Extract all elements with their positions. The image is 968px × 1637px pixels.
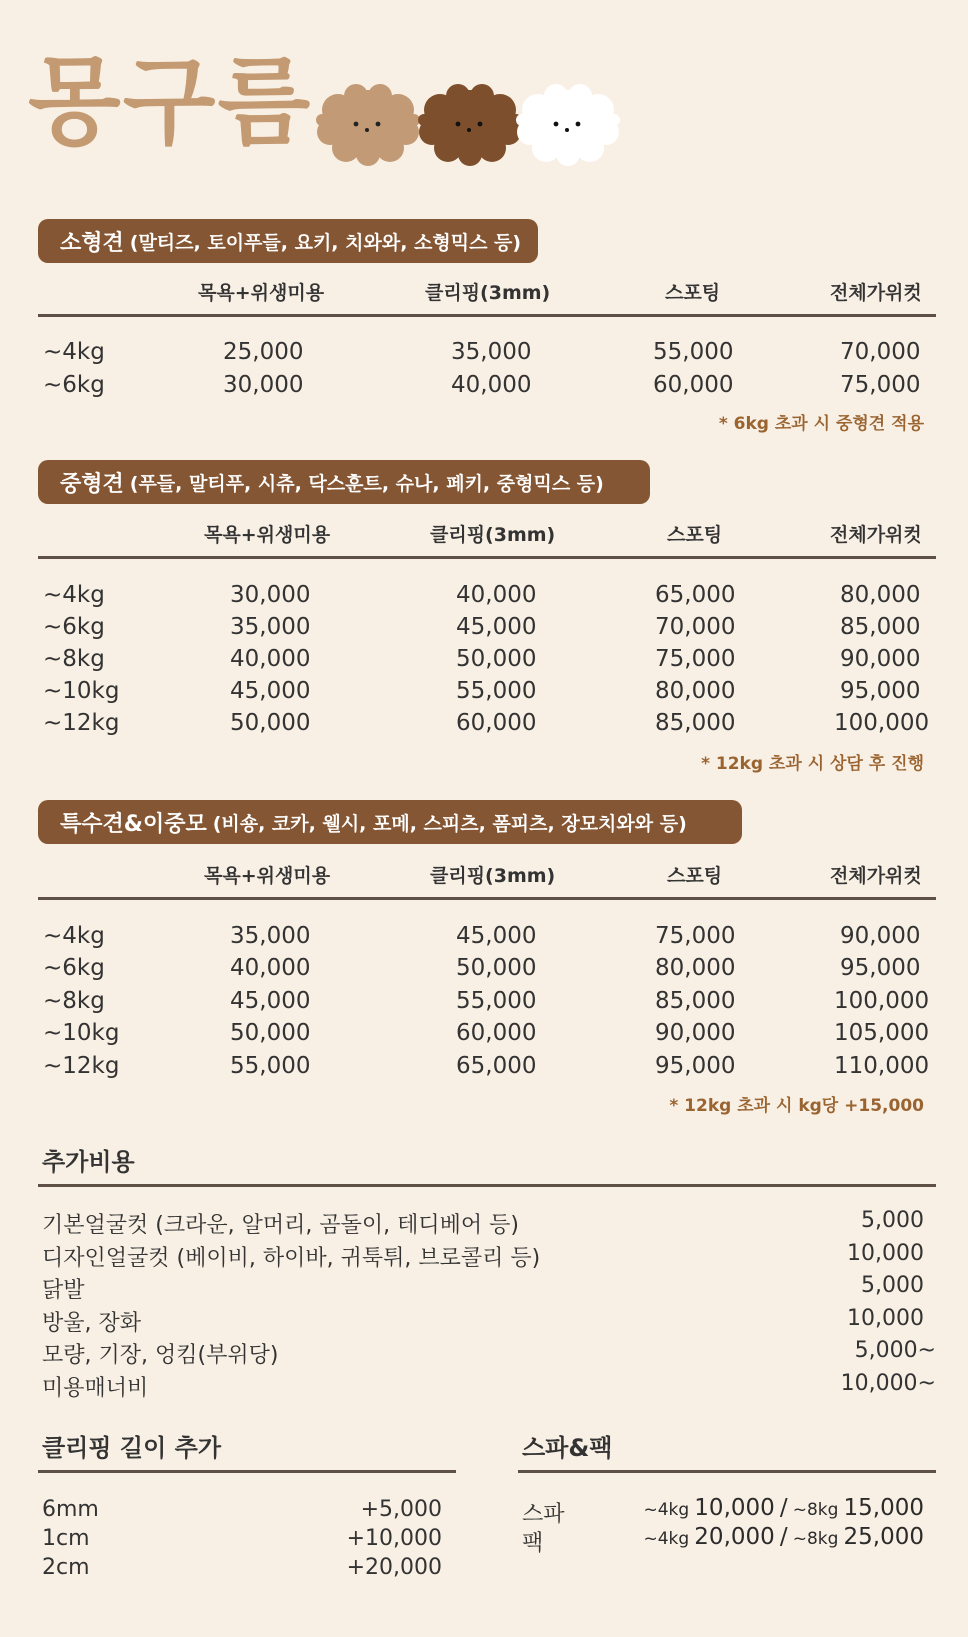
price-cell: 50,000 [230,710,311,736]
column-header-bath: 목욕+위생미용 [204,865,331,887]
spa-item-label: 스파 [522,1502,565,1527]
extra-item-label: 디자인얼굴컷 (베이비, 하이바, 귀툭튀, 브로콜리 등) [42,1246,541,1271]
price-cell: 100,000 [834,710,930,736]
column-header-sporting: 스포팅 [667,524,723,546]
clipping-item-price: +10,000 [346,1526,442,1551]
price-cell: 95,000 [655,1053,736,1079]
price-cell: 80,000 [655,955,736,981]
section-pill-small [38,219,538,263]
spa-separator: / [779,1524,788,1550]
clipping-item-label: 6mm [42,1497,99,1522]
weight-cell: ~6kg [43,372,105,398]
section-note: * 6kg 초과 시 중형견 적용 [718,414,924,434]
price-cell: 40,000 [456,582,537,608]
column-header-clipping: 클리핑(3mm) [430,865,556,887]
weight-cell: ~10kg [43,1020,120,1046]
column-header-scissor: 전체가위컷 [830,865,922,887]
dog-dark-brown-icon [418,82,522,166]
price-cell: 80,000 [840,582,921,608]
spa-weight: ~8kg [792,1529,839,1549]
price-cell: 50,000 [230,1020,311,1046]
price-cell: 55,000 [230,1053,311,1079]
price-cell: 60,000 [456,710,537,736]
price-cell: 40,000 [451,372,532,398]
divider [38,314,936,317]
price-cell: 30,000 [223,372,304,398]
extra-item-price: 5,000~ [854,1338,936,1363]
price-cell: 65,000 [456,1053,537,1079]
price-cell: 55,000 [456,678,537,704]
column-header-clipping: 클리핑(3mm) [430,524,556,546]
spa-separator: / [779,1495,788,1521]
price-cell: 90,000 [840,646,921,672]
divider [38,897,936,900]
price-cell: 35,000 [451,339,532,365]
divider [38,1184,936,1187]
price-cell: 50,000 [456,955,537,981]
spa-weight: ~4kg [643,1529,690,1549]
price-cell: 30,000 [230,582,311,608]
price-cell: 75,000 [655,923,736,949]
weight-cell: ~8kg [43,646,105,672]
price-cell: 45,000 [456,923,537,949]
spa-item-prices [644,1495,925,1521]
spa-price: 25,000 [843,1524,924,1550]
column-header-sporting: 스포팅 [667,865,723,887]
price-cell: 45,000 [230,988,311,1014]
price-cell: 60,000 [653,372,734,398]
column-header-sporting: 스포팅 [665,282,721,304]
divider [518,1470,936,1473]
weight-cell: ~4kg [43,339,105,365]
section-name: 특수견&이중모 [60,811,207,837]
spa-price: 10,000 [694,1495,775,1521]
price-cell: 25,000 [223,339,304,365]
section-pill-medium [38,460,650,504]
clipping-item-label: 1cm [42,1526,90,1551]
section-name: 소형견 [60,230,124,256]
dog-light-brown-icon [316,82,420,166]
brand-logo: 몽구름 [28,46,313,158]
column-header-scissor: 전체가위컷 [830,524,922,546]
weight-cell: ~4kg [43,923,105,949]
section-note: * 12kg 초과 시 상담 후 진행 [701,754,924,774]
extra-title: 추가비용 [42,1148,135,1176]
price-cell: 45,000 [230,678,311,704]
column-header-bath: 목욕+위생미용 [204,524,331,546]
price-cell: 35,000 [230,614,311,640]
extra-item-price: 10,000 [847,1306,924,1331]
column-header-clipping: 클리핑(3mm) [425,282,551,304]
divider [38,556,936,559]
price-cell: 50,000 [456,646,537,672]
price-cell: 95,000 [840,678,921,704]
price-cell: 55,000 [456,988,537,1014]
price-cell: 55,000 [653,339,734,365]
section-breeds: (푸들, 말티푸, 시츄, 닥스훈트, 슈나, 페키, 중형믹스 등) [129,472,604,495]
clipping-item-price: +5,000 [360,1497,442,1522]
price-cell: 70,000 [655,614,736,640]
price-cell: 110,000 [834,1053,930,1079]
extra-item-price: 5,000 [861,1273,924,1298]
column-header-scissor: 전체가위컷 [830,282,922,304]
price-cell: 95,000 [840,955,921,981]
weight-cell: ~4kg [43,582,105,608]
price-cell: 75,000 [655,646,736,672]
section-name: 중형견 [60,471,124,497]
spa-item-prices [644,1524,925,1550]
price-cell: 85,000 [655,710,736,736]
price-cell: 90,000 [655,1020,736,1046]
section-breeds: (비숑, 코카, 웰시, 포메, 스피츠, 폼피츠, 장모치와와 등) [212,812,687,835]
price-cell: 90,000 [840,923,921,949]
weight-cell: ~10kg [43,678,120,704]
weight-cell: ~6kg [43,614,105,640]
price-cell: 100,000 [834,988,930,1014]
price-cell: 105,000 [834,1020,930,1046]
section-note: * 12kg 초과 시 kg당 +15,000 [669,1096,924,1116]
section-breeds: (말티즈, 토이푸들, 요키, 치와와, 소형믹스 등) [129,231,522,254]
price-cell: 85,000 [840,614,921,640]
price-cell: 80,000 [655,678,736,704]
price-cell: 35,000 [230,923,311,949]
weight-cell: ~12kg [43,1053,120,1079]
extra-item-price: 10,000~ [840,1371,936,1396]
price-cell: 65,000 [655,582,736,608]
price-cell: 40,000 [230,955,311,981]
extra-item-label: 방울, 장화 [42,1311,141,1336]
weight-cell: ~6kg [43,955,105,981]
spa-weight: ~8kg [792,1500,839,1520]
extra-item-label: 미용매너비 [42,1376,149,1401]
price-cell: 85,000 [655,988,736,1014]
spa-weight: ~4kg [643,1500,690,1520]
dog-white-icon [516,82,620,166]
extra-item-label: 모량, 기장, 엉킴(부위당) [42,1343,279,1368]
price-cell: 70,000 [840,339,921,365]
clipping-title: 클리핑 길이 추가 [42,1434,221,1462]
spa-item-label: 팩 [522,1531,544,1556]
section-pill-special [38,800,742,844]
extra-item-price: 5,000 [861,1208,924,1233]
extra-item-label: 기본얼굴컷 (크라운, 알머리, 곰돌이, 테디베어 등) [42,1213,519,1238]
price-cell: 45,000 [456,614,537,640]
clipping-item-price: +20,000 [346,1555,442,1580]
weight-cell: ~12kg [43,710,120,736]
price-cell: 75,000 [840,372,921,398]
clipping-item-label: 2cm [42,1555,90,1580]
spa-title: 스파&팩 [522,1434,613,1462]
extra-item-price: 10,000 [847,1241,924,1266]
price-cell: 60,000 [456,1020,537,1046]
spa-price: 20,000 [694,1524,775,1550]
weight-cell: ~8kg [43,988,105,1014]
column-header-bath: 목욕+위생미용 [198,282,325,304]
divider [38,1470,456,1473]
spa-price: 15,000 [843,1495,924,1521]
extra-item-label: 닭발 [42,1278,85,1303]
price-cell: 40,000 [230,646,311,672]
